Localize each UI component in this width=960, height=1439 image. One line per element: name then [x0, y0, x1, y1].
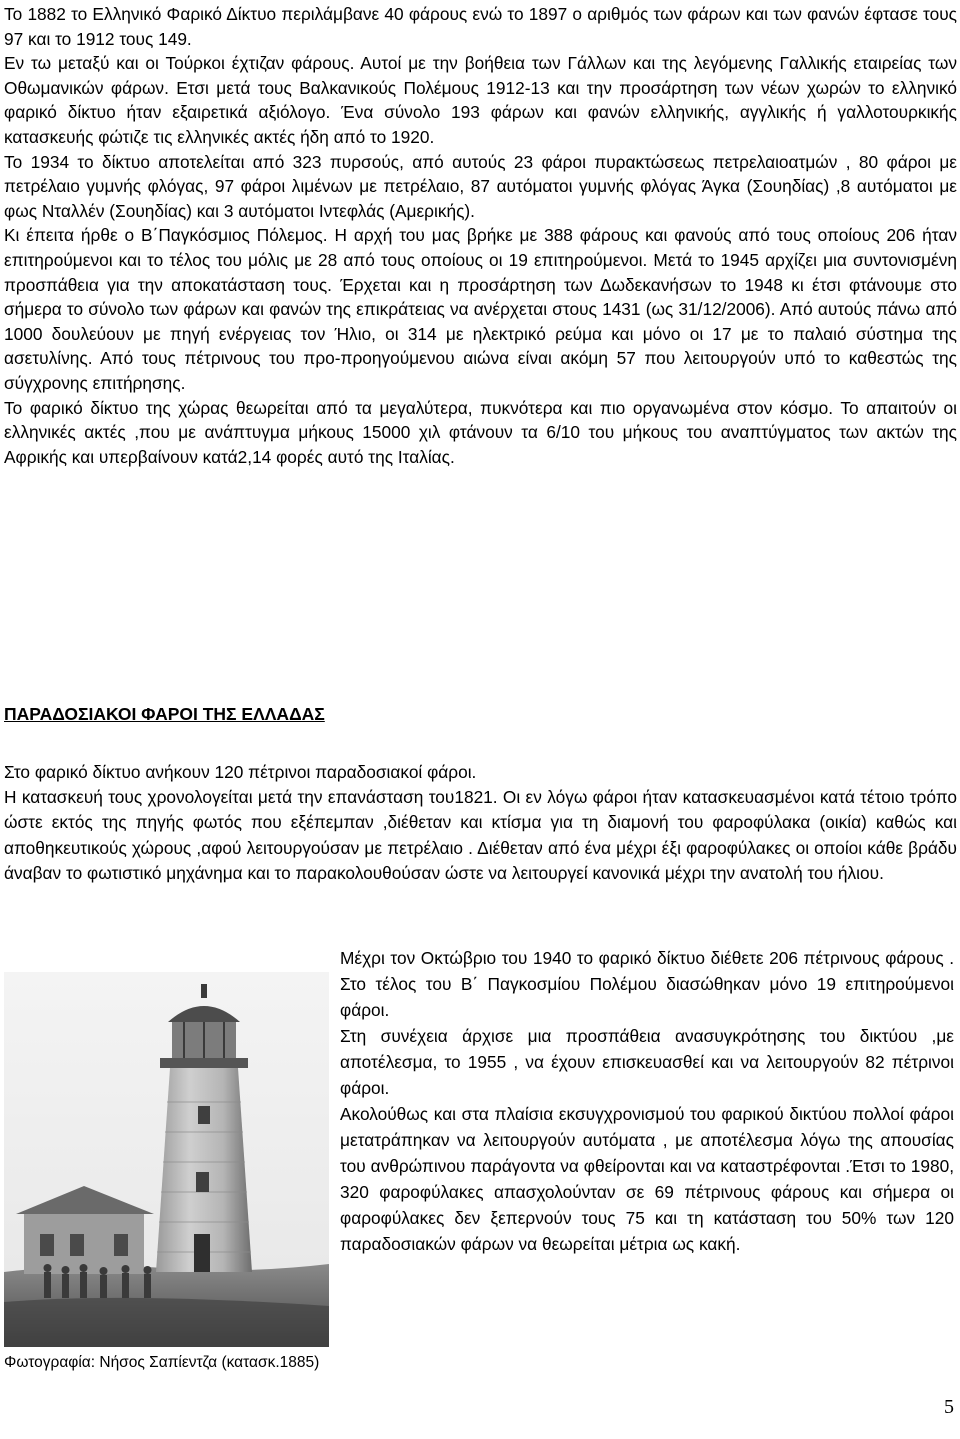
- traditional-lighthouses-section: [4, 760, 957, 886]
- lighthouse-photo: [4, 972, 329, 1347]
- paragraph: Το φαρικό δίκτυο της χώρας θεωρείται από τα μεγαλύτερα, πυκνότερα και πιο οργανωμένα στον κόσμο. Το απαιτούν οι ελληνικές ακτές ,που με ανάπτυγμα μήκους 15000 χιλ φτάνουν τα 6/10 του μήκους του αναπτύγματος των ακτών της Αφρικής και υπερβαίνουν κατά2,14 φορές αυτό της Ιταλίας.: [4, 397, 957, 467]
- paragraph: Το 1934 το δίκτυο αποτελείται από 323 πυρσούς, από αυτούς 23 φάροι πυρακτώσεως πετρελαιοατμών , 80 φάροι με πετρέλαιο γυμνής φλόγας, 97 φάροι λιμένων με πετρέλαιο, 87 αυτόματοι γυμνής φλόγας Άγκα (Σουηδίας) ,8 αυτόματοι με φως Νταλλέν (Σουηδίας) και 3 αυτόματοι Ιντεφλάς (Αμερικής).: [4, 151, 957, 221]
- paragraph: Μέχρι τον Οκτώβριο του 1940 το φαρικό δίκτυο διέθετε 206 πέτρινους φάρους . Στο τέλος του Β΄ Παγκοσμίου Πολέμου διασώθηκαν μόνο 19 επιτηρούμενοι φάροι.: [340, 948, 954, 1020]
- photo-caption: Φωτογραφία: Νήσος Σαπίεντζα (κατασκ.1885): [4, 1354, 320, 1371]
- side-column: [340, 945, 954, 1257]
- paragraph: Εν τω μεταξύ και οι Τούρκοι έχτιζαν φάρους. Αυτοί με την βοήθεια των Γάλλων και της λεγόμενης Γαλλικής εταιρείας των Οθωμανικών φάρων. Ετσι μετά τους Βαλκανικούς Πολέμους 1912-13 και την προσάρτηση των νέων χωρών το ελληνικό φαρικό δίκτυο ήταν εξαιρετικά αξιόλογο. Ένα σύνολο 193 φάρων και φανών ελληνικής, αγγλικής ή γαλλοτουρκικής κατασκευής φώτιζε τις ελληνικές ακτές ήδη από το 1920.: [4, 53, 957, 147]
- paragraph: Κι έπειτα ήρθε ο Β΄Παγκόσμιος Πόλεμος. Η αρχή του μας βρήκε με 388 φάρους και φανούς από τους οποίους 206 ήταν επιτηρούμενοι και το τέλος του μόλις με 28 από τους οποίους οι 19 επιτηρούμενοι. Μετά το 1945 αρχίζει μια συντονισμένη προσπάθεια για την αποκατάσταση τους. Έρχεται και η προσάρτηση των Δωδεκανήσων το 1948 κι έτσι φτάνουμε στο σήμερα το σύνολο των φάρων και φανών της επικράτειας να ανέρχεται στους 1431 (ως 31/12/2006). Από αυτούς πάνω από 1000 δουλεύουν με πηγή ενέργειας τον Ήλιο, οι 314 με ηλεκτρικό ρεύμα και μόνο οι 17 με το παλαιό σύστημα της ασετυλίνης. Από τους πέτρινους του προ-προηγούμενου αιώνα είναι ακόμη 57 που λειτουργούν υπό το καθεστώς της σύγχρονης επιτήρησης.: [4, 225, 957, 393]
- page-number: 5: [944, 1396, 954, 1418]
- intro-section: [4, 2, 957, 469]
- section-heading: ΠΑΡΑΔΟΣΙΑΚΟΙ ΦΑΡΟΙ ΤΗΣ ΕΛΛΑΔΑΣ: [4, 704, 325, 724]
- paragraph: Το 1882 το Ελληνικό Φαρικό Δίκτυο περιλάμβανε 40 φάρους ενώ το 1897 ο αριθμός των φάρων και των φανών έφτασε τους 97 και το 1912 τους 149.: [4, 4, 957, 49]
- paragraph: Στη συνέχεια άρχισε μια προσπάθεια ανασυγκρότησης του δικτύου ,με αποτέλεσμα, το 1955 , να έχουν επισκευασθεί και να λειτουργούν 82 πέτρινοι φάροι.: [340, 1026, 954, 1098]
- paragraph: Η κατασκευή τους χρονολογείται μετά την επανάσταση του1821. Οι εν λόγω φάροι ήταν κατασκευασμένοι κατά τέτοιο τρόπο ώστε εκτός της πηγής φωτός που εξέπεμπαν ,διέθεταν και κτίσμα για τη διαμονή του φαροφύλακα (οικία) καθώς και αποθηκευτικούς χώρους ,αφού λειτουργούσαν με πετρέλαιο . Διέθεταν από ένα μέχρι έξι φαροφύλακες οι οποίοι κάθε βράδυ άναβαν το φωτιστικό μηχάνημα και το παρακολουθούσαν ώστε να λειτουργεί κανονικά μέχρι την ανατολή του ήλιου.: [4, 787, 957, 883]
- paragraph: Στο φαρικό δίκτυο ανήκουν 120 πέτρινοι παραδοσιακοί φάροι.: [4, 762, 477, 782]
- paragraph: Ακολούθως και στα πλαίσια εκσυγχρονισμού του φαρικού δικτύου πολλοί φάροι μετατράπηκαν να λειτουργούν αυτόματα , με αποτέλεσμα λόγω της απουσίας του ανθρώπινου παράγοντα να φθείρονται και να καταστρέφονται .Έτσι το 1980, 320 φαροφύλακες απασχολούνταν σε 69 πέτρινους φάρους και σήμερα οι φαροφύλακες δεν ξεπερνούν τους 75 και τη κατάσταση του 50% των 120 παραδοσιακών φάρων να θεωρείται μέτρια ως κακή.: [340, 1104, 954, 1254]
